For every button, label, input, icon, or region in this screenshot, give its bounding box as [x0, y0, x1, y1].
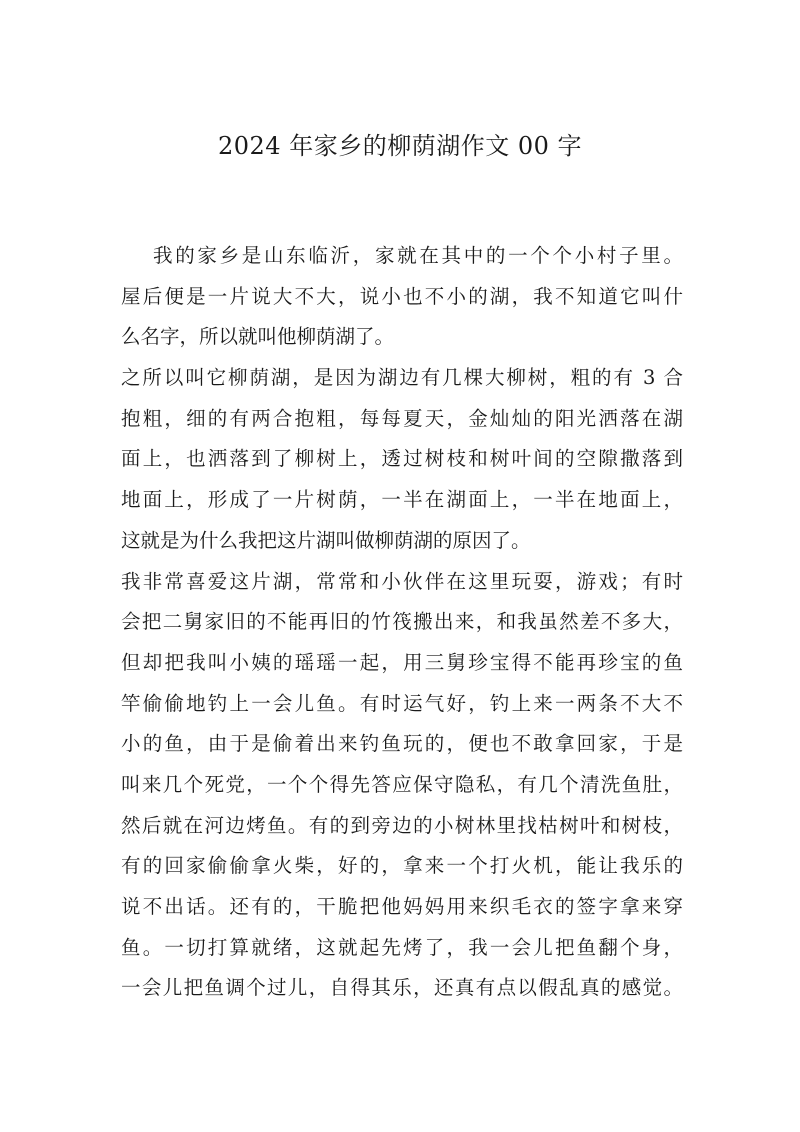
text-line: 鱼。一切打算就绪，这就起先烤了，我一会儿把鱼翻个身，: [121, 935, 683, 959]
text-line: 竿偷偷地钓上一会儿鱼。有时运气好，钓上来一两条不大不: [121, 691, 683, 715]
text-line: 我非常喜爱这片湖，常常和小伙伴在这里玩耍，游戏；有时: [121, 569, 683, 593]
text-line: 叫来几个死党，一个个得先答应保守隐私，有几个清洗鱼肚，: [121, 772, 683, 796]
text-line: 我的家乡是山东临沂，家就在其中的一个个小村子里。: [153, 244, 683, 267]
text-line: 会把二舅家旧的不能再旧的竹筏搬出来，和我虽然差不多大，: [121, 610, 683, 634]
text-line: 之所以叫它柳荫湖，是因为湖边有几棵大柳树，粗的有 3 合: [121, 366, 683, 390]
text-line: 这就是为什么我把这片湖叫做柳荫湖的原因了。: [121, 528, 531, 552]
text-line: 一会儿把鱼调个过儿，自得其乐，还真有点以假乱真的感觉。: [121, 976, 683, 1000]
text-line: 面上，也洒落到了柳树上，透过树枝和树叶间的空隙撒落到: [121, 447, 683, 471]
text-line: 说不出话。还有的，干脆把他妈妈用来织毛衣的签字拿来穿: [121, 895, 683, 918]
text-line: 抱粗，细的有两合抱粗，每每夏天，金灿灿的阳光洒落在湖: [121, 406, 683, 430]
document-body: [121, 236, 683, 1009]
text-line: 么名字，所以就叫他柳荫湖了。: [121, 325, 395, 349]
text-line: 但却把我叫小姨的瑶瑶一起，用三舅珍宝得不能再珍宝的鱼: [121, 650, 683, 674]
text-line: 地面上，形成了一片树荫，一半在湖面上，一半在地面上，: [121, 488, 683, 512]
document-title: 2024 年家乡的柳荫湖作文 00 字: [217, 132, 582, 160]
text-line: 屋后便是一片说大不大，说小也不小的湖，我不知道它叫什: [121, 284, 683, 308]
text-line: 然后就在河边烤鱼。有的到旁边的小树林里找枯树叶和树枝，: [121, 813, 683, 837]
text-line: 小的鱼，由于是偷着出来钓鱼玩的，便也不敢拿回家，于是: [121, 732, 683, 756]
text-line: 有的回家偷偷拿火柴，好的，拿来一个打火机，能让我乐的: [121, 854, 683, 878]
